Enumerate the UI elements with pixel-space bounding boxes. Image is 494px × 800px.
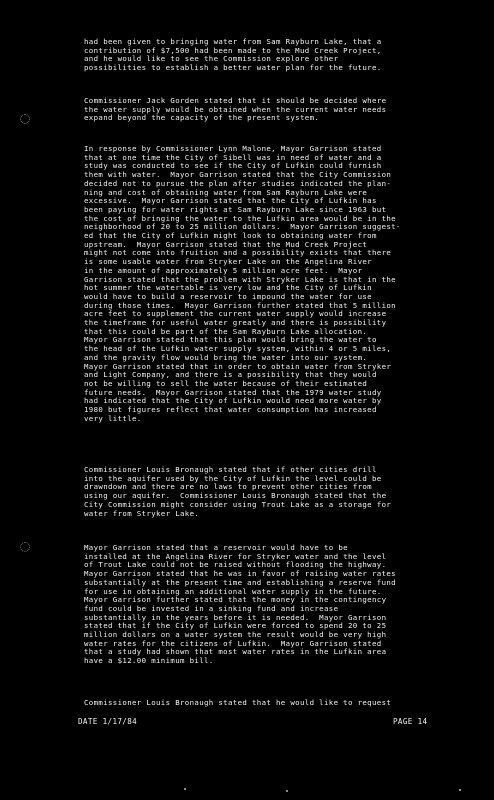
punch-hole-mark [20,542,30,552]
paragraph-garrison-response: In response by Commissioner Lynn Malone, Mayor Garrison stated that at one time the City of Sibell was in need of water and a study was conducted to see if the City of Lufkin could furnish them with water. Mayor Garrison stated that the City Commission decided not to pursue the plan after studies indicated the plan- ning and cost of obtaining water from Sam Rayburn Lake were excessive. Mayor Garrison stated that the City of Lufkin has been paying for water rights at Sam Rayburn Lake since 1963 but the cost of bringing the water to the Lufkin area would be in the neighborhood of 20 to 25 million dollars. Mayor Garrison suggest- ed that the City of Lufkin might look to obtaining water from upstream. Mayor Garrison stated that the Mud Creek Project might not come into fruition and a possibility exists that there is some usable water from Stryker Lake on the Angelina River in the amount of approximately 5 million acre feet. Mayor Garrison stated that the problem with Stryker Lake is that in the hot summer the watertable is very low and the City of Lufkin would have to build a reservoir to impound the water for use during those times. Mayor Garrison further stated that 5 million acre feet to supplement the current water supply would increase the timeframe for useful water greatly and there is possibility that this could be part of the Sam Rayburn Lake allocation. Mayor Garrison stated that this plan would bring the water to the head of the Lufkin water supply system, within 4 or 5 miles, and the gravity flow would bring the water into our system. Mayor Garrison stated that in order to obtain water from Stryker and Light Company, and there is a possibility that they would not be willing to sell the water because of their estimated future needs. Mayor Garrison stated that the 1979 water study had indicated that the City of Lufkin would need more water by 1980 but figures reflect that water consumption has increased very little. [84,144,401,423]
footer-page-number: PAGE 14 [393,717,428,726]
paragraph-gorden-statement: Commissioner Jack Gorden stated that it should be decided where the water supply would be obtained when the current water needs expand beyond the capacity of the present system. [84,96,387,123]
paragraph-bronaugh-aquifer: Commissioner Louis Bronaugh stated that if other cities drill into the aquifer used by the City of Lufkin the level could be drawndown and there are no laws to prevent other cities from using our aquifer. Commissioner Louis Bronaugh stated that the City Commission might consider using Trout Lake as a storage for water from Stryker Lake. [84,465,392,518]
scan-speck [459,789,461,791]
paragraph-garrison-reservoir: Mayor Garrison stated that a reservoir would have to be installed at the Angelina River for Stryker water and the level of Trout Lake could not be raised without flooding the highway. Mayor Garrison stated that he was in favor of raising water rates substantially at the present time and establishing a reserve fund for use in obtaining an additional water supply in the future. Mayor Garrison further stated that the money in the contingency fund could be invested in a sinking fund and increase substantially in the years before it is needed. Mayor Garrison stated that if the City of Lufkin were forced to spend 20 to 25 million dollars on a water system the result would be very high water rates for the citizens of Lufkin. Mayor Garrison stated that a study had shown that most water rates in the Lufkin area have a $12.00 minimum bill. [84,543,396,666]
footer-date: DATE 1/17/84 [78,717,138,726]
scan-speck [286,790,288,792]
paragraph-bronaugh-request: Commissioner Louis Bronaugh stated that he would like to request [84,698,392,707]
paragraph-water-project-background: had been given to bringing water from Sam Rayburn Lake, that a contribution of $7,500 had been made to the Mud Creek Project, and he would like to see the Commission explore other possibilities to establish a better water plan for the future. [84,37,382,73]
punch-hole-mark [20,114,30,124]
scan-speck [184,788,186,790]
